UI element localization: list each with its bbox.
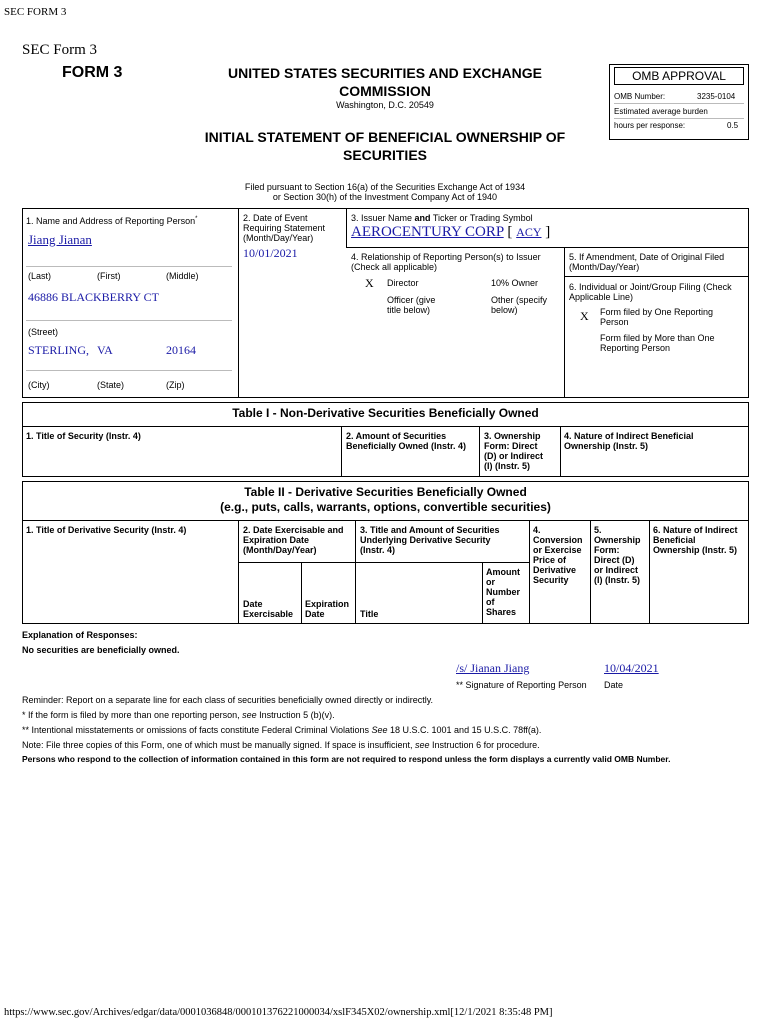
footnote-star-pre: * If the form is filed by more than one reporting person, xyxy=(22,710,243,720)
issuer-name[interactable]: AEROCENTURY CORP xyxy=(351,224,504,240)
omb-hours-label: hours per response: xyxy=(614,121,686,130)
officer-label xyxy=(387,295,435,315)
table1-col3-header xyxy=(484,431,543,471)
zip-label: (Zip) xyxy=(166,380,185,390)
reporting-person-name[interactable]: Jiang Jianan xyxy=(28,232,92,247)
footnote-double-star-post: 18 U.S.C. 1001 and 15 U.S.C. 78ff(a). xyxy=(387,725,542,735)
omb-burden-label: Estimated average burden xyxy=(614,107,708,116)
box1-star: * xyxy=(195,216,198,222)
table2-col6-header xyxy=(653,525,738,555)
table1-col1-header: 1. Title of Security (Instr. 4) xyxy=(26,431,141,441)
explanation-text: No securities are beneficially owned. xyxy=(22,645,180,655)
table2-col5-line3: Form: xyxy=(594,545,620,555)
table1-col4-line1: 4. Nature of Indirect Beneficial xyxy=(564,431,694,441)
table2-col2a-line2: Exercisable xyxy=(243,609,294,619)
footnote-star-post: Instruction 5 (b)(v). xyxy=(256,710,335,720)
agency-line1: UNITED STATES SECURITIES AND EXCHANGE xyxy=(228,65,542,81)
agency-title xyxy=(200,64,570,100)
table1-col2-line1: 2. Amount of Securities xyxy=(346,431,447,441)
city-label: (City) xyxy=(28,380,50,390)
box6-label1: 6. Individual or Joint/Group Filing (Check xyxy=(569,282,732,292)
director-mark: X xyxy=(365,276,374,290)
filed-by-one-line2: Person xyxy=(600,317,629,327)
table2-col2-line3: (Month/Day/Year) xyxy=(243,545,317,555)
box3-label-pre: 3. Issuer Name xyxy=(351,213,415,223)
filed-by-one-mark: X xyxy=(580,309,589,323)
omb-hours-value: 0.5 xyxy=(727,121,739,130)
officer-line1: Officer (give xyxy=(387,295,436,305)
note-file-copies xyxy=(22,740,540,750)
table2-col5-header xyxy=(594,525,641,585)
table2-col2b-line1: Expiration xyxy=(305,599,350,609)
table2-col4-line3: or Exercise xyxy=(533,545,582,555)
box2-label xyxy=(243,213,325,243)
table2-col3a-header: Title xyxy=(360,609,379,619)
first-label: (First) xyxy=(97,271,121,281)
footnote-star xyxy=(22,710,335,720)
filed-by-one-label xyxy=(600,307,713,327)
table2-col3b-header xyxy=(486,567,520,617)
box5-label2: (Month/Day/Year) xyxy=(569,262,640,272)
table2-col4-line1: 4. xyxy=(533,525,541,535)
table2-col4-line2: Conversion xyxy=(533,535,583,545)
box5-label xyxy=(569,252,724,272)
middle-label: (Middle) xyxy=(166,271,199,281)
table1-col4-header xyxy=(564,431,694,451)
footnote-double-star-pre: ** Intentional misstatements or omissions of facts constitute Federal Criminal Violations xyxy=(22,725,372,735)
issuer-line xyxy=(351,224,550,241)
statement-line1: INITIAL STATEMENT OF BENEFICIAL OWNERSHIP OF xyxy=(204,129,566,145)
table2-title xyxy=(22,485,749,515)
box1-label xyxy=(26,216,197,226)
event-date: 10/01/2021 xyxy=(243,246,298,260)
box4-label xyxy=(351,252,541,272)
table2-col5-line5: or Indirect xyxy=(594,565,639,575)
box2-label3: (Month/Day/Year) xyxy=(243,233,314,243)
table2-col2b-header xyxy=(305,599,349,619)
box1-label-text: 1. Name and Address of Reporting Person xyxy=(26,216,196,226)
signature-date-label: Date xyxy=(604,680,624,690)
table1-col3-line3: (D) or Indirect xyxy=(484,451,544,461)
footnote-double-star-see: See xyxy=(371,725,388,735)
table2-col5-line2: Ownership xyxy=(594,535,641,545)
table2-col3b-line4: of xyxy=(486,597,495,607)
table2-col5-line1: 5. xyxy=(594,525,602,535)
table2-col3-line2: Underlying Derivative Security xyxy=(360,535,491,545)
table2-col2-line2: Expiration Date xyxy=(243,535,310,545)
filed-line2: or Section 30(h) of the Investment Company Act of 1940 xyxy=(272,192,498,202)
box4-label2: (Check all applicable) xyxy=(351,262,438,272)
footnote-star-see: see xyxy=(242,710,257,720)
director-label: Director xyxy=(387,278,419,288)
ticker-bracket-close: ] xyxy=(545,224,551,240)
table2-col4-line5: Derivative xyxy=(533,565,577,575)
box3-label-post: Ticker or Trading Symbol xyxy=(430,213,533,223)
box3-label-and: and xyxy=(414,213,431,223)
box2-label2: Requiring Statement xyxy=(243,223,326,233)
table2-col3b-line2: or xyxy=(486,577,495,587)
agency-location: Washington, D.C. 20549 xyxy=(336,100,434,110)
table2-col6-line1: 6. Nature of Indirect xyxy=(653,525,738,535)
table2-col5-line6: (I) (Instr. 5) xyxy=(594,575,641,585)
table1-title: Table I - Non-Derivative Securities Beneficially Owned xyxy=(232,406,539,420)
table2-col2a-line1: Date xyxy=(243,599,263,609)
table2-col2-line1: 2. Date Exercisable and xyxy=(243,525,344,535)
table2-title-line2: (e.g., puts, calls, warrants, options, convertible securities) xyxy=(220,500,551,514)
box6-label xyxy=(569,282,732,302)
statement-line2: SECURITIES xyxy=(342,147,427,163)
table1-col3-line2: Form: Direct xyxy=(484,441,538,451)
box4-label1: 4. Relationship of Reporting Person(s) to Issuer xyxy=(351,252,541,262)
filed-pursuant xyxy=(160,182,610,202)
table2-col3b-line3: Number xyxy=(486,587,521,597)
filed-line1: Filed pursuant to Section 16(a) of the Securities Exchange Act of 1934 xyxy=(244,182,526,192)
filed-by-more-line1: Form filed by More than One xyxy=(600,333,715,343)
signature-label: ** Signature of Reporting Person xyxy=(456,680,587,690)
officer-line2: title below) xyxy=(387,305,431,315)
footer-url: https://www.sec.gov/Archives/edgar/data/0001036848/000101376221000034/xslF345X02/ownership.xml[12/1/2021 8:35:48 PM] xyxy=(4,1007,553,1018)
table2-col5-line4: Direct (D) xyxy=(594,555,635,565)
table2-col2b-line2: Date xyxy=(305,609,325,619)
issuer-ticker[interactable]: ACY xyxy=(516,225,542,239)
table1-col3-line1: 3. Ownership xyxy=(484,431,541,441)
doc-title: SEC Form 3 xyxy=(22,42,98,58)
table2-col3b-line1: Amount xyxy=(486,567,520,577)
ticker-bracket-open: [ xyxy=(507,224,513,240)
last-label: (Last) xyxy=(28,271,52,281)
street-value: 46886 BLACKBERRY CT xyxy=(28,290,159,304)
box5-label1: 5. If Amendment, Date of Original Filed xyxy=(569,252,725,262)
table2-col1-header: 1. Title of Derivative Security (Instr. 4) xyxy=(26,525,187,535)
box2-label1: 2. Date of Event xyxy=(243,213,308,223)
other-label xyxy=(491,295,547,315)
other-line1: Other (specify xyxy=(491,295,548,305)
note-file-copies-pre: Note: File three copies of this Form, one of which must be manually signed. If space is insufficient, xyxy=(22,740,416,750)
state-label: (State) xyxy=(97,380,125,390)
city-value: STERLING, xyxy=(28,343,89,357)
form-label: FORM 3 xyxy=(62,64,123,81)
note-file-copies-post: Instruction 6 for procedure. xyxy=(429,740,540,750)
filed-by-more-label xyxy=(600,333,715,353)
note-file-copies-see: see xyxy=(415,740,430,750)
box6-label2: Applicable Line) xyxy=(569,292,634,302)
omb-number-label: OMB Number: xyxy=(614,92,666,101)
box3-label xyxy=(351,213,533,223)
ten-pct-owner-label: 10% Owner xyxy=(491,278,539,288)
tab-title: SEC FORM 3 xyxy=(4,6,67,18)
omb-number-value: 3235-0104 xyxy=(697,92,736,101)
footnote-double-star xyxy=(22,725,541,735)
table1-col3-line4: (I) (Instr. 5) xyxy=(484,461,531,471)
table2-col3-line1: 3. Title and Amount of Securities xyxy=(360,525,500,535)
table2-col6-line2: Beneficial xyxy=(653,535,696,545)
table1-col4-line2: Ownership (Instr. 5) xyxy=(564,441,649,451)
filed-by-one-line1: Form filed by One Reporting xyxy=(600,307,714,317)
table2-col3-header xyxy=(360,525,500,555)
omb-persons-note: Persons who respond to the collection of information contained in this form are not required to respond unless the form displays a currently valid OMB Number. xyxy=(22,754,671,764)
filed-by-more-line2: Reporting Person xyxy=(600,343,671,353)
table2-col3b-line5: Shares xyxy=(486,607,517,617)
table2-col2-header xyxy=(243,525,344,555)
table1-col2-line2: Beneficially Owned (Instr. 4) xyxy=(346,441,467,451)
table2-col6-line3: Ownership (Instr. 5) xyxy=(653,545,738,555)
table1-col2-header xyxy=(346,431,466,451)
table2-col3-line3: (Instr. 4) xyxy=(360,545,396,555)
statement-title xyxy=(175,128,595,164)
other-line2: below) xyxy=(491,305,518,315)
zip-value: 20164 xyxy=(166,343,196,357)
signature-date: 10/04/2021 xyxy=(604,661,659,675)
explanation-heading: Explanation of Responses: xyxy=(22,630,138,640)
table2-col4-header xyxy=(533,525,583,585)
state-value: VA xyxy=(97,343,113,357)
omb-title: OMB APPROVAL xyxy=(614,67,744,85)
table2-col4-line4: Price of xyxy=(533,555,567,565)
table2-col2a-header xyxy=(243,599,293,619)
signature-name[interactable]: /s/ Jianan Jiang xyxy=(456,661,530,675)
street-label: (Street) xyxy=(28,327,59,337)
table2-title-line1: Table II - Derivative Securities Beneficially Owned xyxy=(244,485,527,499)
reminder-note: Reminder: Report on a separate line for each class of securities beneficially owned directly or indirectly. xyxy=(22,695,434,705)
agency-line2: COMMISSION xyxy=(339,83,431,99)
table2-col4-line6: Security xyxy=(533,575,569,585)
